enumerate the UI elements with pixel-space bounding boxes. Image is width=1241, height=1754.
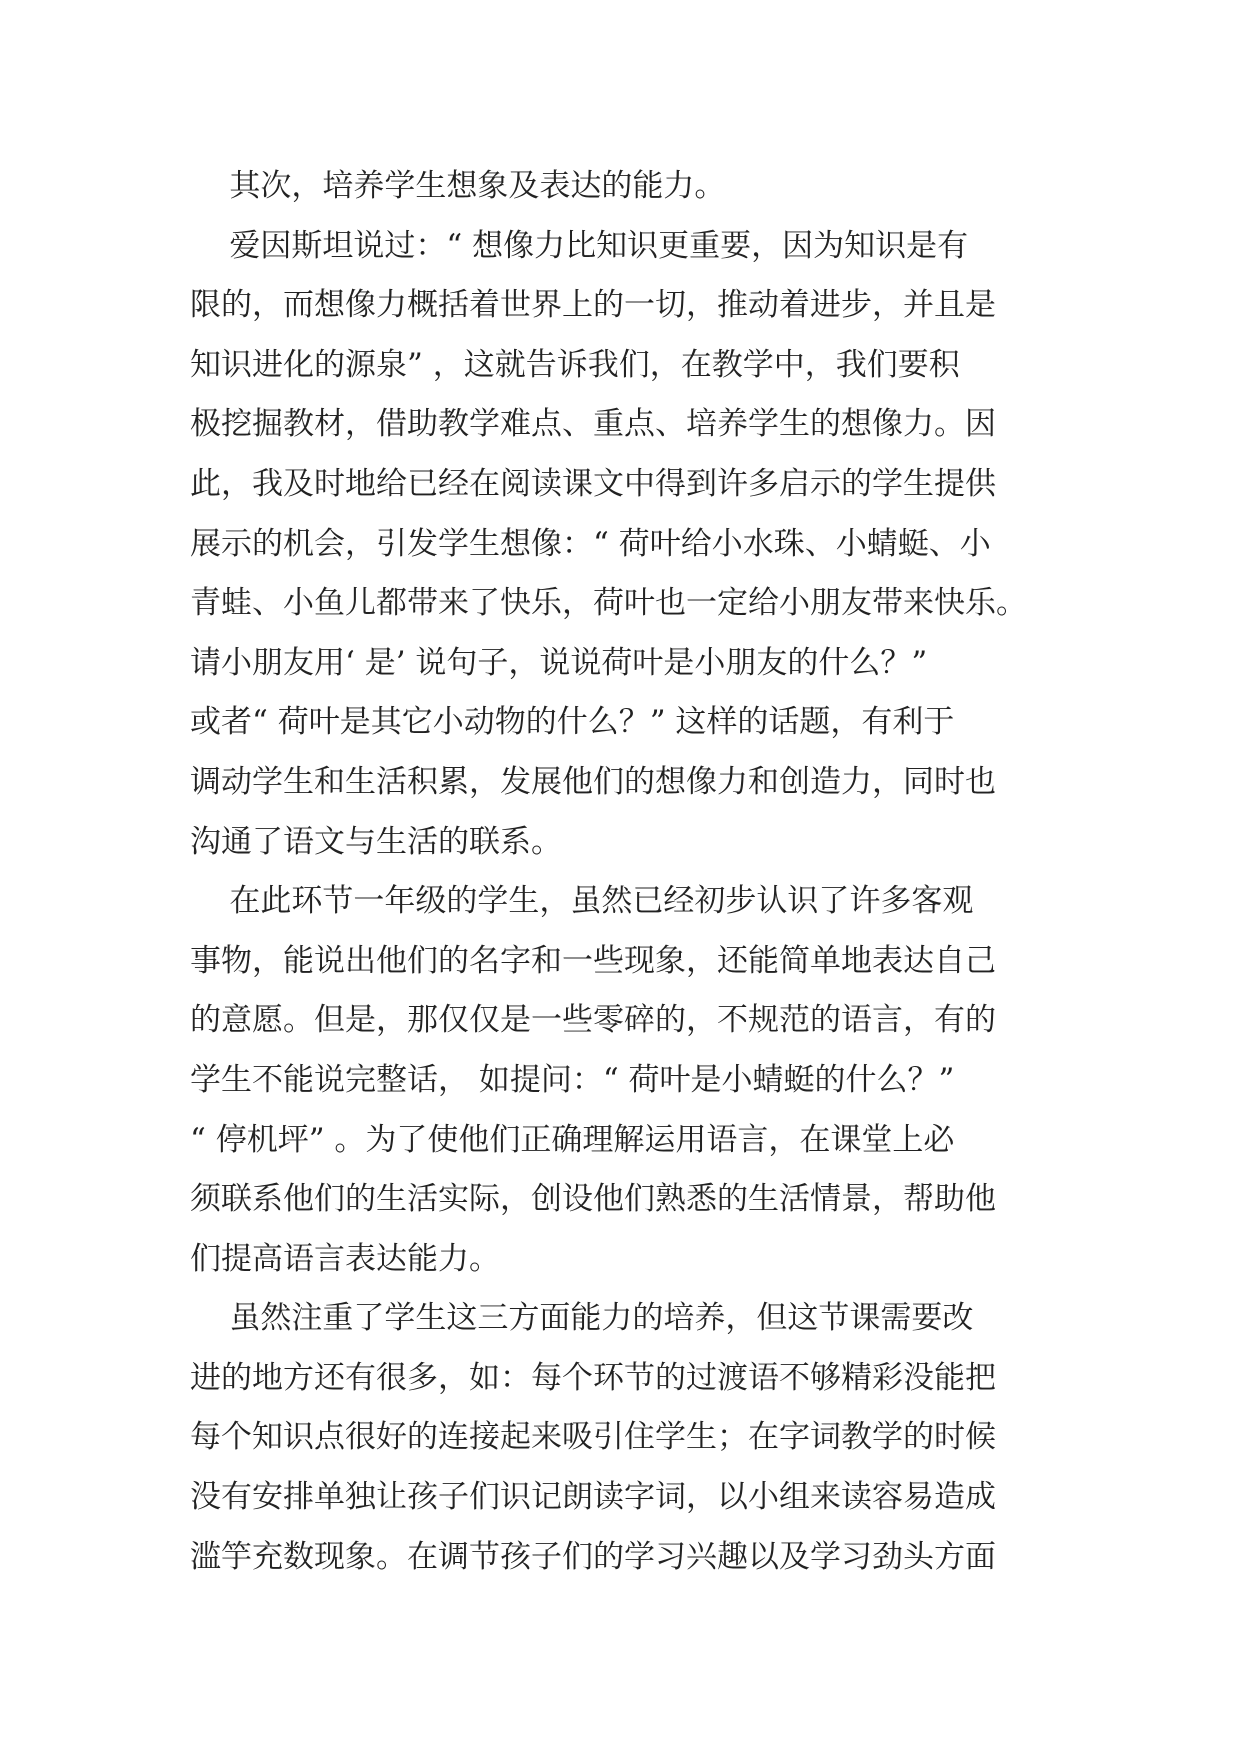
text-line: 青蛙、小鱼儿都带来了快乐，荷叶也一定给小朋友带来快乐。 — [190, 585, 1027, 622]
text-line: 滥竽充数现象。在调节孩子们的学习兴趣以及学习劲头方面 — [190, 1538, 996, 1575]
text-line: 限的，而想像力概括着世界上的一切，推动着进步，并且是 — [190, 287, 996, 324]
text-line: 须联系他们的生活实际，创设他们熟悉的生活情景，帮助他 — [190, 1181, 996, 1218]
text-line: 其次，培养学生想象及表达的能力。 — [190, 168, 726, 204]
text-line: “ 停机坪” 。为了使他们正确理解运用语言，在课堂上必 — [190, 1121, 955, 1158]
text-line: 虽然注重了学生这三方面能力的培养，但这节课需要改 — [190, 1300, 974, 1337]
text-line: 没有安排单独让孩子们识记朗读字词，以小组来读容易造成 — [190, 1479, 996, 1516]
text-line: 们提高语言表达能力。 — [190, 1240, 500, 1277]
text-line: 此，我及时地给已经在阅读课文中得到许多启示的学生提供 — [190, 465, 996, 502]
text-line: 的意愿。但是，那仅仅是一些零碎的，不规范的语言，有的 — [190, 1002, 996, 1039]
text-line: 爱因斯坦说过：“ 想像力比知识更重要，因为知识是有 — [190, 227, 969, 264]
text-line: 调动学生和生活积累，发展他们的想像力和创造力，同时也 — [190, 763, 996, 800]
text-line: 每个知识点很好的连接起来吸引住学生；在字词教学的时候 — [190, 1419, 996, 1456]
text-line: 展示的机会，引发学生想像：“ 荷叶给小水珠、小蜻蜓、小 — [190, 525, 991, 562]
text-line: 进的地方还有很多，如：每个环节的过渡语不够精彩没能把 — [190, 1359, 996, 1396]
text-line: 在此环节一年级的学生，虽然已经初步认识了许多客观 — [190, 883, 974, 920]
text-line: 或者“ 荷叶是其它小动物的什么？” 这样的话题，有利于 — [190, 704, 955, 741]
text-line: 请小朋友用‘ 是’ 说句子，说说荷叶是小朋友的什么？” — [190, 644, 928, 681]
document-body — [190, 157, 1052, 1587]
text-line: 知识进化的源泉” ，这就告诉我们，在教学中，我们要积 — [190, 346, 960, 383]
text-line: 极挖掘教材，借助教学难点、重点、培养学生的想像力。因 — [190, 406, 996, 443]
text-line: 事物，能说出他们的名字和一些现象，还能简单地表达自己 — [190, 942, 996, 979]
text-line: 学生不能说完整话， 如提问：“ 荷叶是小蜻蜓的什么？” — [190, 1061, 955, 1098]
text-line: 沟通了语文与生活的联系。 — [190, 823, 562, 860]
